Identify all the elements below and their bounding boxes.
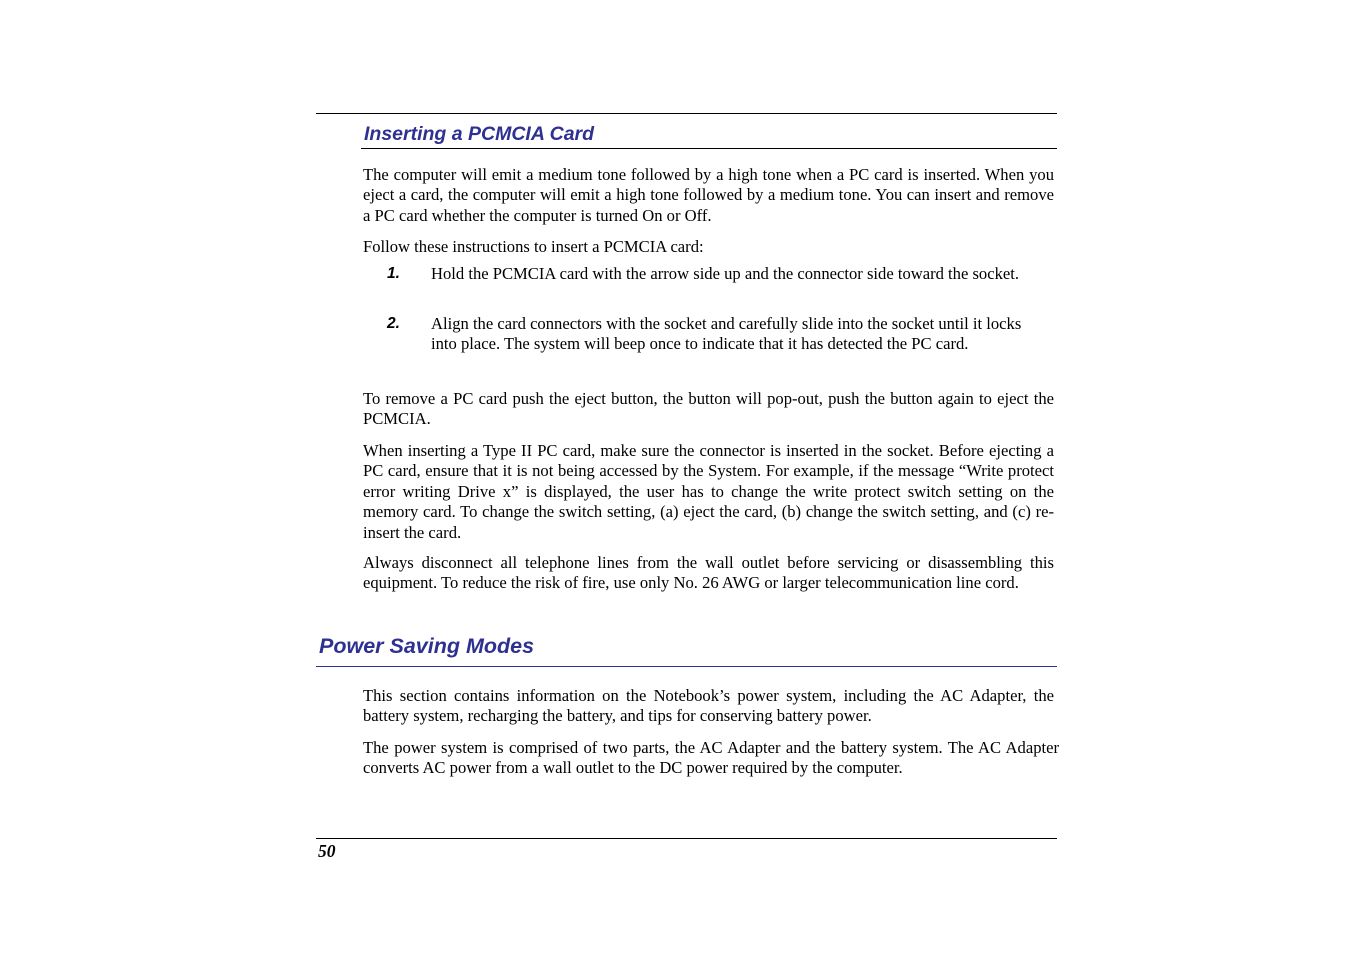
- pcmcia-intro-paragraph: The computer will emit a medium tone followed by a high tone when a PC card is inserted. When you eject a card, the computer will emit a high tone followed by a medium tone. You can insert and remove a PC card whether the computer is turned On or Off.: [363, 165, 1054, 225]
- step-number: 2.: [387, 315, 400, 332]
- type2-card-paragraph: When inserting a Type II PC card, make sure the connector is inserted in the socket. Before ejecting a PC card, ensure that it is not being accessed by the System. For example, if the message “Write protect error writing Drive x” is displayed, the user has to change the write protect switch setting on the memory card. To change the switch setting, (a) eject the card, (b) change the switch setting, and (c) re-insert the card.: [363, 441, 1054, 542]
- step-text: Hold the PCMCIA card with the arrow side up and the connector side toward the socket.: [431, 264, 1020, 283]
- footer-rule: [316, 838, 1057, 839]
- section-title-power: Power Saving Modes: [319, 634, 535, 658]
- power-intro-paragraph: This section contains information on the Notebook’s power system, including the AC Adapter, the battery system, recharging the battery, and tips for conserving battery power.: [363, 686, 1054, 726]
- top-rule: [316, 113, 1057, 114]
- page-number: 50: [318, 841, 336, 861]
- step-number: 1.: [387, 265, 400, 282]
- remove-card-paragraph: To remove a PC card push the eject button, the button will pop-out, push the button again to eject the PCMCIA.: [363, 389, 1054, 429]
- section-heading-pcmcia: [361, 121, 1057, 149]
- instructions-lead: Follow these instructions to insert a PCMCIA card:: [363, 237, 704, 256]
- section-heading-power: [316, 631, 1057, 667]
- section-title-pcmcia: Inserting a PCMCIA Card: [364, 123, 595, 145]
- safety-warning-paragraph: Always disconnect all telephone lines from the wall outlet before servicing or disassembling this equipment. To reduce the risk of fire, use only No. 26 AWG or larger telecommunication line cord.: [363, 553, 1054, 593]
- step-text: Align the card connectors with the socket and carefully slide into the socket until it locks into place. The system will beep once to indicate that it has detected the PC card.: [431, 314, 1022, 354]
- power-body-paragraph: The power system is comprised of two parts, the AC Adapter and the battery system. The AC Adapter converts AC power from a wall outlet to the DC power required by the computer.: [363, 738, 1059, 778]
